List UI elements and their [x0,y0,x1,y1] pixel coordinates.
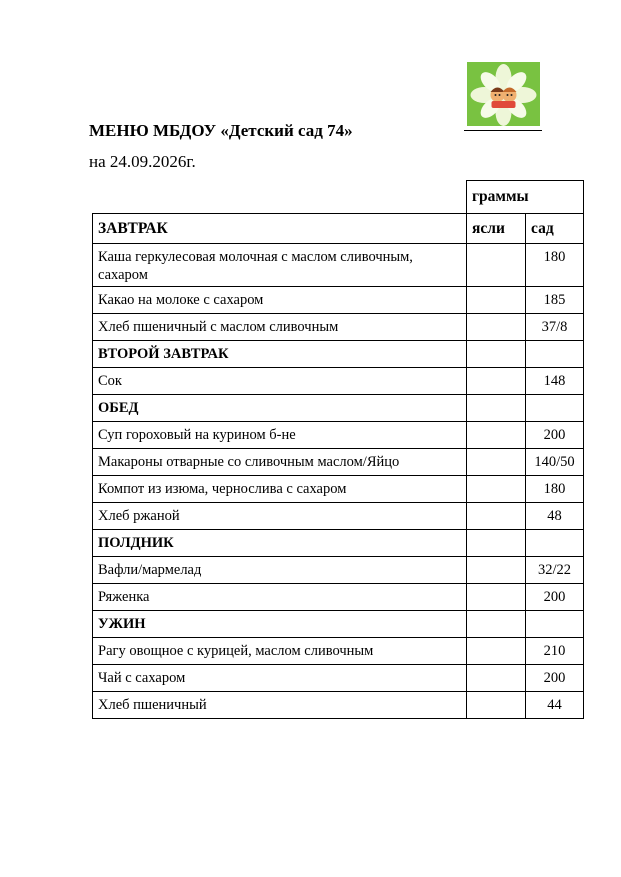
dish-name: Каша геркулесовая молочная с маслом сливочным, сахаром [93,244,467,287]
menu-item-row [93,476,584,503]
menu-item-row [93,449,584,476]
garden-grams: 200 [526,422,584,449]
garden-grams: 180 [526,244,584,287]
nursery-grams [467,638,526,665]
nursery-grams [467,557,526,584]
dish-name: Какао на молоке с сахаром [93,287,467,314]
menu-item-row [93,557,584,584]
nursery-grams [467,611,526,638]
meal-section-row [93,341,584,368]
meal-section-title: ОБЕД [93,395,467,422]
menu-item-row [93,665,584,692]
nursery-grams [467,584,526,611]
nursery-grams [467,287,526,314]
nursery-grams [467,665,526,692]
menu-item-row [93,584,584,611]
garden-grams: 148 [526,368,584,395]
meal-section-row [93,611,584,638]
garden-grams: 180 [526,476,584,503]
units-header-row [93,181,584,214]
menu-item-row [93,314,584,341]
garden-grams: 140/50 [526,449,584,476]
column-header-garden: сад [526,214,584,244]
garden-grams: 185 [526,287,584,314]
meal-section-title: ПОЛДНИК [93,530,467,557]
nursery-grams [467,530,526,557]
menu-table [92,180,584,719]
menu-item-row [93,287,584,314]
menu-item-row [93,638,584,665]
menu-item-row [93,692,584,719]
nursery-grams [467,395,526,422]
dish-name: Компот из изюма, чернослива с сахаром [93,476,467,503]
garden-grams [526,530,584,557]
garden-grams [526,341,584,368]
nursery-grams [467,368,526,395]
dish-name: Чай с сахаром [93,665,467,692]
dish-name: Хлеб пшеничный [93,692,467,719]
dish-name: Суп гороховый на курином б-не [93,422,467,449]
page-title: МЕНЮ МБДОУ «Детский сад 74» [89,121,353,140]
menu-date: на 24.09.2026г. [89,152,196,171]
nursery-grams [467,314,526,341]
garden-grams [526,611,584,638]
nursery-grams [467,503,526,530]
nursery-grams [467,476,526,503]
nursery-grams [467,341,526,368]
column-header-row [93,214,584,244]
column-header-nursery: ясли [467,214,526,244]
logo-underline [464,130,542,131]
menu-item-row [93,244,584,287]
garden-grams: 37/8 [526,314,584,341]
meal-section-title: УЖИН [93,611,467,638]
garden-grams: 48 [526,503,584,530]
dish-name: Ряженка [93,584,467,611]
dish-name: Макароны отварные со сливочным маслом/Яйцо [93,449,467,476]
menu-item-row [93,503,584,530]
dish-name: Хлеб пшеничный с маслом сливочным [93,314,467,341]
garden-grams [526,395,584,422]
menu-item-row [93,368,584,395]
menu-item-row [93,422,584,449]
meal-header-breakfast: ЗАВТРАК [93,214,467,244]
garden-grams: 200 [526,584,584,611]
dish-name: Рагу овощное с курицей, маслом сливочным [93,638,467,665]
dish-name: Хлеб ржаной [93,503,467,530]
meal-section-row [93,530,584,557]
nursery-grams [467,692,526,719]
meal-section-row [93,395,584,422]
units-header-spacer [93,181,467,214]
nursery-grams [467,449,526,476]
kindergarten-logo-icon [467,62,540,126]
garden-grams: 44 [526,692,584,719]
units-header: граммы [467,181,584,214]
garden-grams: 210 [526,638,584,665]
dish-name: Сок [93,368,467,395]
garden-grams: 32/22 [526,557,584,584]
nursery-grams [467,244,526,287]
nursery-grams [467,422,526,449]
garden-grams: 200 [526,665,584,692]
dish-name: Вафли/мармелад [93,557,467,584]
meal-section-title: ВТОРОЙ ЗАВТРАК [93,341,467,368]
